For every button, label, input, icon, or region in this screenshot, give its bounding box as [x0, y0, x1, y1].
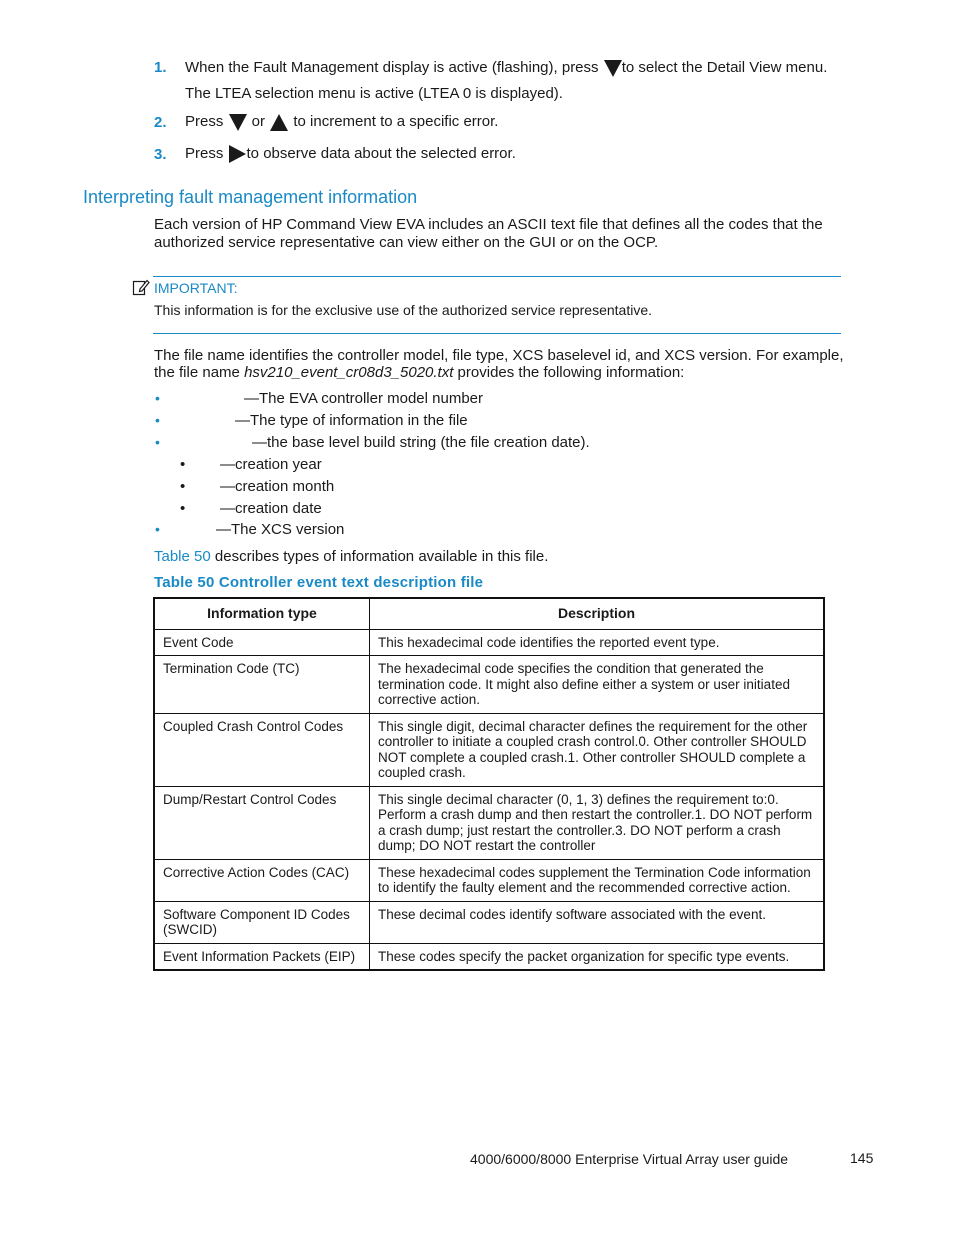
column-header: Information type — [154, 598, 370, 629]
down-arrow-icon — [604, 60, 622, 77]
table-header-row — [154, 598, 824, 629]
step-number: 3. — [154, 146, 167, 163]
footer-title: 4000/6000/8000 Enterprise Virtual Array user guide — [470, 1151, 789, 1167]
step-text-part: When the Fault Management display is active (flashing), press — [185, 59, 603, 76]
page-number: 145 — [850, 1150, 874, 1166]
table-cell: Software Component ID Codes (SWCID) — [154, 901, 370, 943]
step-text-part: Press — [185, 145, 228, 162]
note-top-rule — [153, 276, 841, 277]
sub-bullet-icon: • — [180, 478, 186, 495]
table-cell: Event Information Packets (EIP) — [154, 943, 370, 970]
bullet-icon: • — [155, 412, 160, 428]
column-header: Description — [370, 598, 825, 629]
table-cell: Dump/Restart Control Codes — [154, 786, 370, 859]
table-cell: This single digit, decimal character defines the requirement for the other controller to initiate a coupled crash control.0. Other controller SHOULD NOT complete a coupled crash.1. Other controller SHOULD complete a coupled crash. — [370, 713, 825, 786]
table-row — [154, 629, 824, 656]
section-heading: Interpreting fault management information — [83, 187, 418, 207]
table-reference — [154, 548, 548, 566]
table-cell: These hexadecimal codes supplement the Termination Code information to identify the faulty element and the recommended corrective action. — [370, 859, 825, 901]
sub-bullet-text: —creation year — [220, 456, 322, 473]
table-row — [154, 713, 824, 786]
up-arrow-icon — [270, 114, 288, 131]
table-cell: This single decimal character (0, 1, 3) defines the requirement to:0. Perform a crash dump and then restart the controller.1. DO NOT perform a crash dump; just restart the controller.3. DO NOT perform a crash dump; DO NOT restart the controller — [370, 786, 825, 859]
table-row — [154, 786, 824, 859]
bullet-icon: • — [155, 390, 160, 406]
step-text — [185, 59, 827, 77]
table-cell: Coupled Crash Control Codes — [154, 713, 370, 786]
bullet-text: —the base level build string (the file creation date). — [252, 434, 590, 451]
step-text-part: to observe data about the selected error. — [246, 145, 516, 162]
important-label: IMPORTANT: — [154, 280, 238, 296]
bullet-text: —The type of information in the file — [235, 412, 468, 429]
step-text — [185, 113, 498, 131]
bullet-icon: • — [155, 434, 160, 450]
table-cell: This hexadecimal code identifies the reported event type. — [370, 629, 825, 656]
table-cell: These codes specify the packet organization for specific type events. — [370, 943, 825, 970]
sub-bullet-icon: • — [180, 500, 186, 517]
step-text-part: or — [247, 113, 270, 130]
down-arrow-icon — [229, 114, 247, 131]
filename-text: provides the following information: — [453, 364, 685, 381]
table-cell: These decimal codes identify software associated with the event. — [370, 901, 825, 943]
table-cell: Termination Code (TC) — [154, 656, 370, 714]
note-pencil-icon — [132, 278, 150, 296]
table-cell: Event Code — [154, 629, 370, 656]
step-text-part: to increment to a specific error. — [289, 113, 499, 130]
table-row — [154, 943, 824, 970]
bullet-text: —The EVA controller model number — [244, 390, 483, 407]
table-reference-text: describes types of information available in this file. — [210, 548, 549, 565]
filename-example: hsv210_event_cr08d3_5020.txt — [244, 364, 454, 381]
sub-bullet-text: —creation date — [220, 500, 322, 517]
step-number: 1. — [154, 59, 167, 76]
bullet-icon: • — [155, 521, 160, 537]
table-row — [154, 859, 824, 901]
step-text-part: Press — [185, 113, 228, 130]
intro-paragraph-line: authorized service representative can view either on the GUI or on the OCP. — [154, 234, 659, 251]
step-text — [185, 145, 516, 163]
step-text-part: to select the Detail View menu. — [621, 59, 828, 76]
table-cell: The hexadecimal code specifies the condition that generated the termination code. It might also define either a system or user initiated corrective action. — [370, 656, 825, 714]
step-text-line2: The LTEA selection menu is active (LTEA 0 is displayed). — [185, 85, 563, 102]
bullet-text: —The XCS version — [216, 521, 345, 538]
right-arrow-icon — [229, 145, 246, 163]
filename-paragraph-line: The file name identifies the controller model, file type, XCS baselevel id, and XCS version. For example, — [154, 347, 844, 364]
table-row — [154, 656, 824, 714]
table-link[interactable]: Table 50 — [154, 548, 211, 565]
sub-bullet-text: —creation month — [220, 478, 335, 495]
intro-paragraph-line: Each version of HP Command View EVA includes an ASCII text file that defines all the codes that the — [154, 216, 823, 233]
note-bottom-rule — [153, 333, 841, 334]
filename-paragraph-line — [154, 364, 684, 382]
table-cell: Corrective Action Codes (CAC) — [154, 859, 370, 901]
sub-bullet-icon: • — [180, 456, 186, 473]
important-text: This information is for the exclusive use of the authorized service representative. — [154, 302, 653, 318]
table-row — [154, 901, 824, 943]
description-table — [153, 597, 825, 971]
filename-text: the file name — [154, 364, 245, 381]
table-caption: Table 50 Controller event text description file — [154, 574, 484, 591]
step-number: 2. — [154, 114, 167, 131]
